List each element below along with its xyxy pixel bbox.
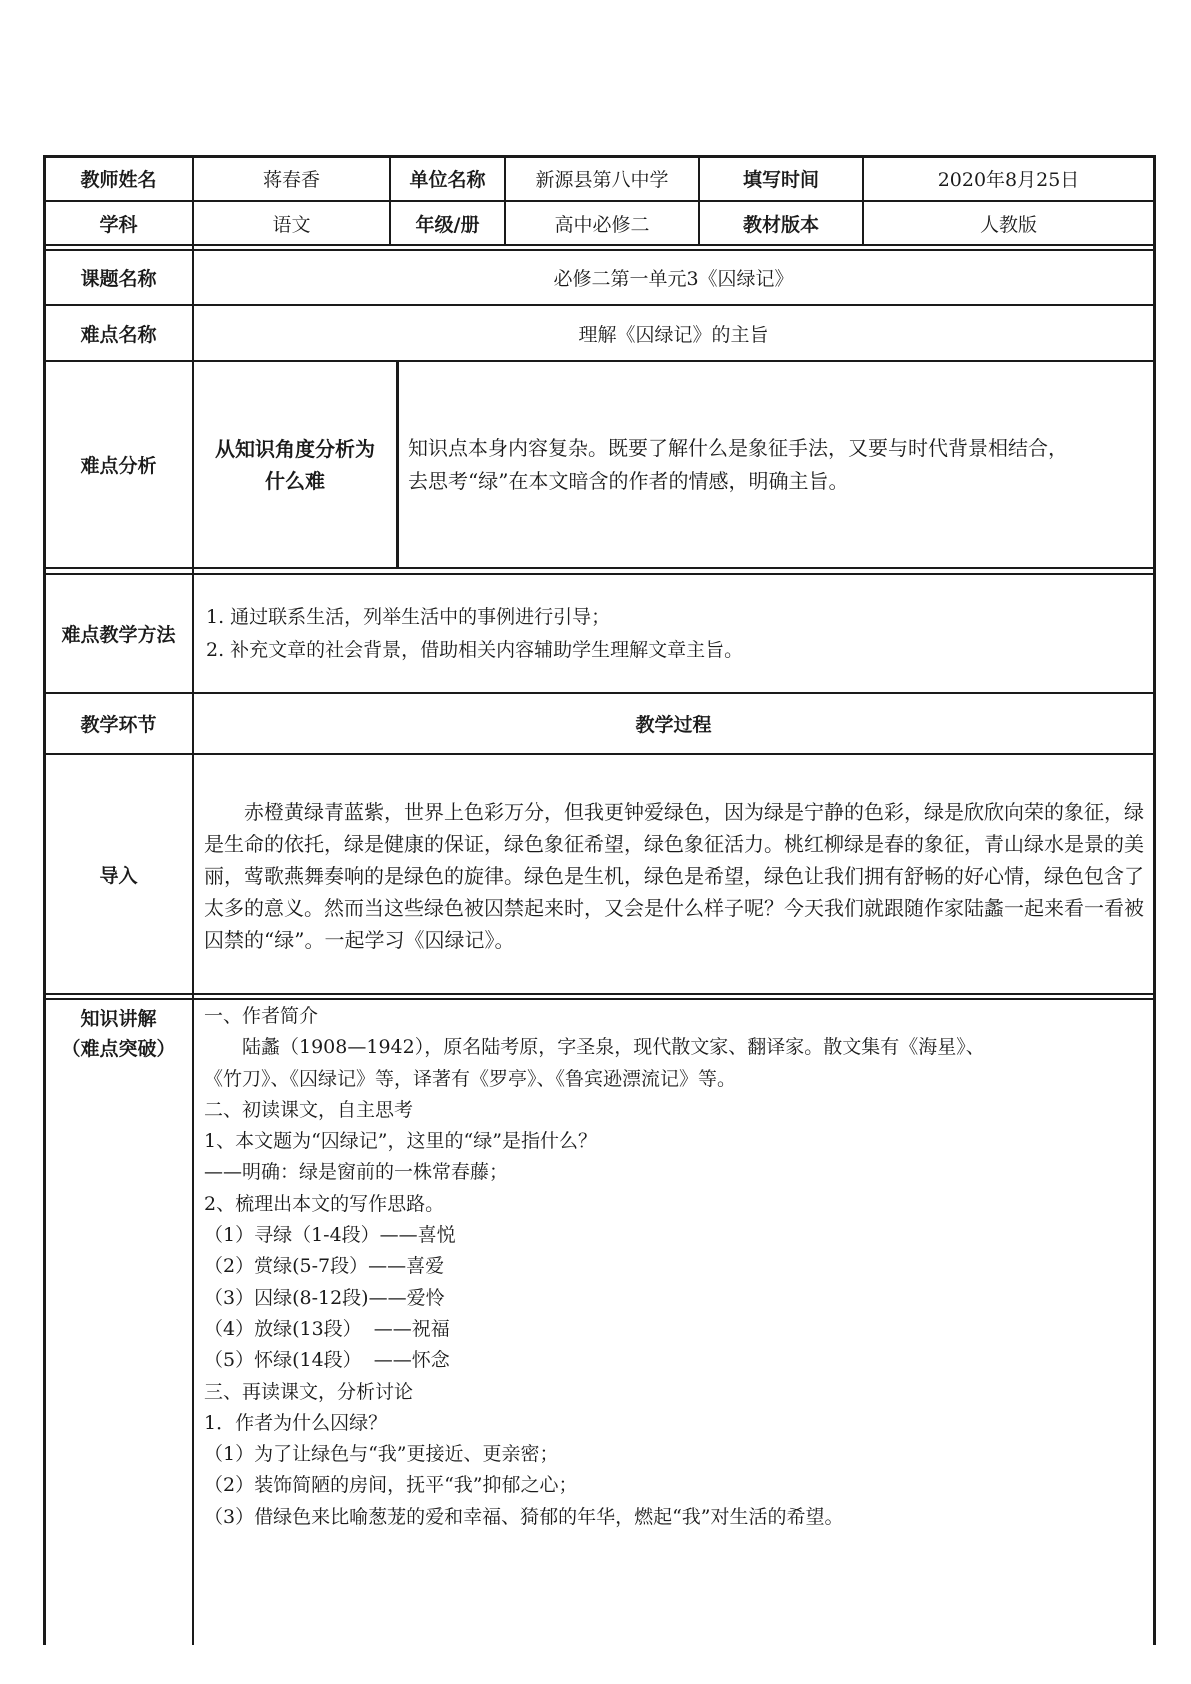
knowledge-line: （1）为了让绿色与“我”更接近、更亲密； — [204, 1443, 559, 1466]
unit-name-value: 新源县第八中学 — [535, 169, 669, 191]
method-item-2: 2. 补充文章的社会背景，借助相关内容辅助学生理解文章主旨。 — [206, 639, 744, 661]
knowledge-line: 《竹刀》、《囚绿记》等，译著有《罗亭》、《鲁宾逊漂流记》等。 — [204, 1067, 737, 1090]
analysis-text-line2: 去思考“绿”在本文暗含的作者的情感，明确主旨。 — [408, 469, 849, 493]
knowledge-content — [204, 1001, 1148, 1533]
knowledge-line: 一、作者简介 — [204, 1005, 319, 1027]
knowledge-line: 2、梳理出本文的写作思路。 — [204, 1192, 445, 1215]
intro-paragraph: 赤橙黄绿青蓝紫，世界上色彩万分，但我更钟爱绿色，因为绿是宁静的色彩，绿是欣欣向荣的象征，绿是生命的依托，绿是健康的保证，绿色象征希望，绿色象征活力。桃红柳绿是春的象征，青山绿水是景的美丽，莺歌燕舞奏响的是绿色的旋律。绿色是生机，绿色是希望，绿色让我们拥有舒畅的好心情，绿色包含了太多的意义。然而当这些绿色被囚禁起来时，又会是什么样子呢？今天我们就跟随作家陆蠡一起来看一看被囚禁的“绿”。一起学习《囚绿记》。 — [204, 800, 1144, 952]
fill-date-value: 2020年8月25日 — [937, 169, 1080, 191]
table-rule — [43, 998, 1155, 1000]
difficulty-value: 理解《囚绿记》的主旨 — [578, 323, 769, 346]
knowledge-line: 三、再读课文，分析讨论 — [204, 1380, 414, 1403]
process-header-label: 教学过程 — [635, 714, 712, 736]
table-rule — [43, 573, 1155, 575]
knowledge-line: 1．作者为什么囚绿？ — [204, 1411, 388, 1434]
subject-label: 学科 — [99, 213, 138, 236]
analysis-sublabel — [194, 362, 396, 567]
unit-name-label: 单位名称 — [409, 169, 486, 191]
subject-value: 语文 — [272, 213, 311, 236]
analysis-label: 难点分析 — [80, 455, 157, 477]
table-border-right — [1153, 155, 1156, 1645]
knowledge-line: （3）借绿色来比喻葱茏的爱和幸福、猗郁的年华，燃起“我”对生活的希望。 — [204, 1505, 844, 1528]
method-label: 难点教学方法 — [61, 624, 176, 646]
stage-header-label: 教学环节 — [80, 714, 157, 736]
method-item-1: 1. 通过联系生活，列举生活中的事例进行引导； — [206, 606, 611, 628]
teacher-name-label: 教师姓名 — [80, 169, 157, 191]
difficulty-label: 难点名称 — [80, 323, 157, 346]
analysis-text — [408, 432, 1148, 498]
table-rule — [43, 567, 1155, 569]
grade-value: 高中必修二 — [554, 213, 650, 236]
knowledge-line: 二、初读课文，自主思考 — [204, 1098, 414, 1121]
knowledge-line: （1）寻绿（1-4段）——喜悦 — [204, 1224, 456, 1247]
knowledge-line: 陆蠡（1908—1942），原名陆考原，字圣泉，现代散文家、翻译家。散文集有《海星》、 — [242, 1036, 985, 1059]
table-rule — [43, 244, 1155, 246]
fill-date-label: 填写时间 — [742, 169, 819, 191]
knowledge-label-line1: 知识讲解 — [80, 1008, 157, 1030]
analysis-sublabel-line1: 从知识角度分析为 — [215, 436, 375, 461]
knowledge-line: 1、本文题为“囚绿记”，这里的“绿”是指什么？ — [204, 1130, 597, 1153]
knowledge-line: （2）装饰简陋的房间，抚平“我”抑郁之心； — [204, 1474, 578, 1497]
knowledge-line: （4）放绿(13段） ——祝福 — [204, 1317, 450, 1340]
knowledge-label-line2: （难点突破） — [61, 1038, 176, 1060]
analysis-text-line1: 知识点本身内容复杂。既要了解什么是象征手法，又要与时代背景相结合， — [408, 436, 1068, 460]
grade-label: 年级/册 — [415, 213, 480, 236]
knowledge-label — [45, 1004, 192, 1064]
topic-label: 课题名称 — [80, 268, 157, 290]
method-list — [206, 601, 1146, 667]
topic-value: 必修二第一单元3《囚绿记》 — [553, 268, 794, 290]
knowledge-line: （2）赏绿(5-7段）——喜爱 — [204, 1255, 445, 1278]
intro-label: 导入 — [99, 864, 138, 887]
knowledge-line: （5）怀绿(14段） ——怀念 — [204, 1349, 450, 1372]
knowledge-line: ——明确：绿是窗前的一株常春藤； — [204, 1161, 509, 1184]
teacher-name-value: 蒋春香 — [262, 169, 320, 191]
edition-label: 教材版本 — [742, 213, 819, 236]
table-rule — [43, 753, 1155, 755]
knowledge-line: （3）囚绿(8-12段)——爱怜 — [204, 1286, 445, 1309]
edition-value: 人教版 — [979, 213, 1037, 236]
analysis-sublabel-line2: 什么难 — [265, 468, 325, 493]
table-column-rule — [396, 360, 399, 567]
table-rule — [43, 993, 1155, 995]
